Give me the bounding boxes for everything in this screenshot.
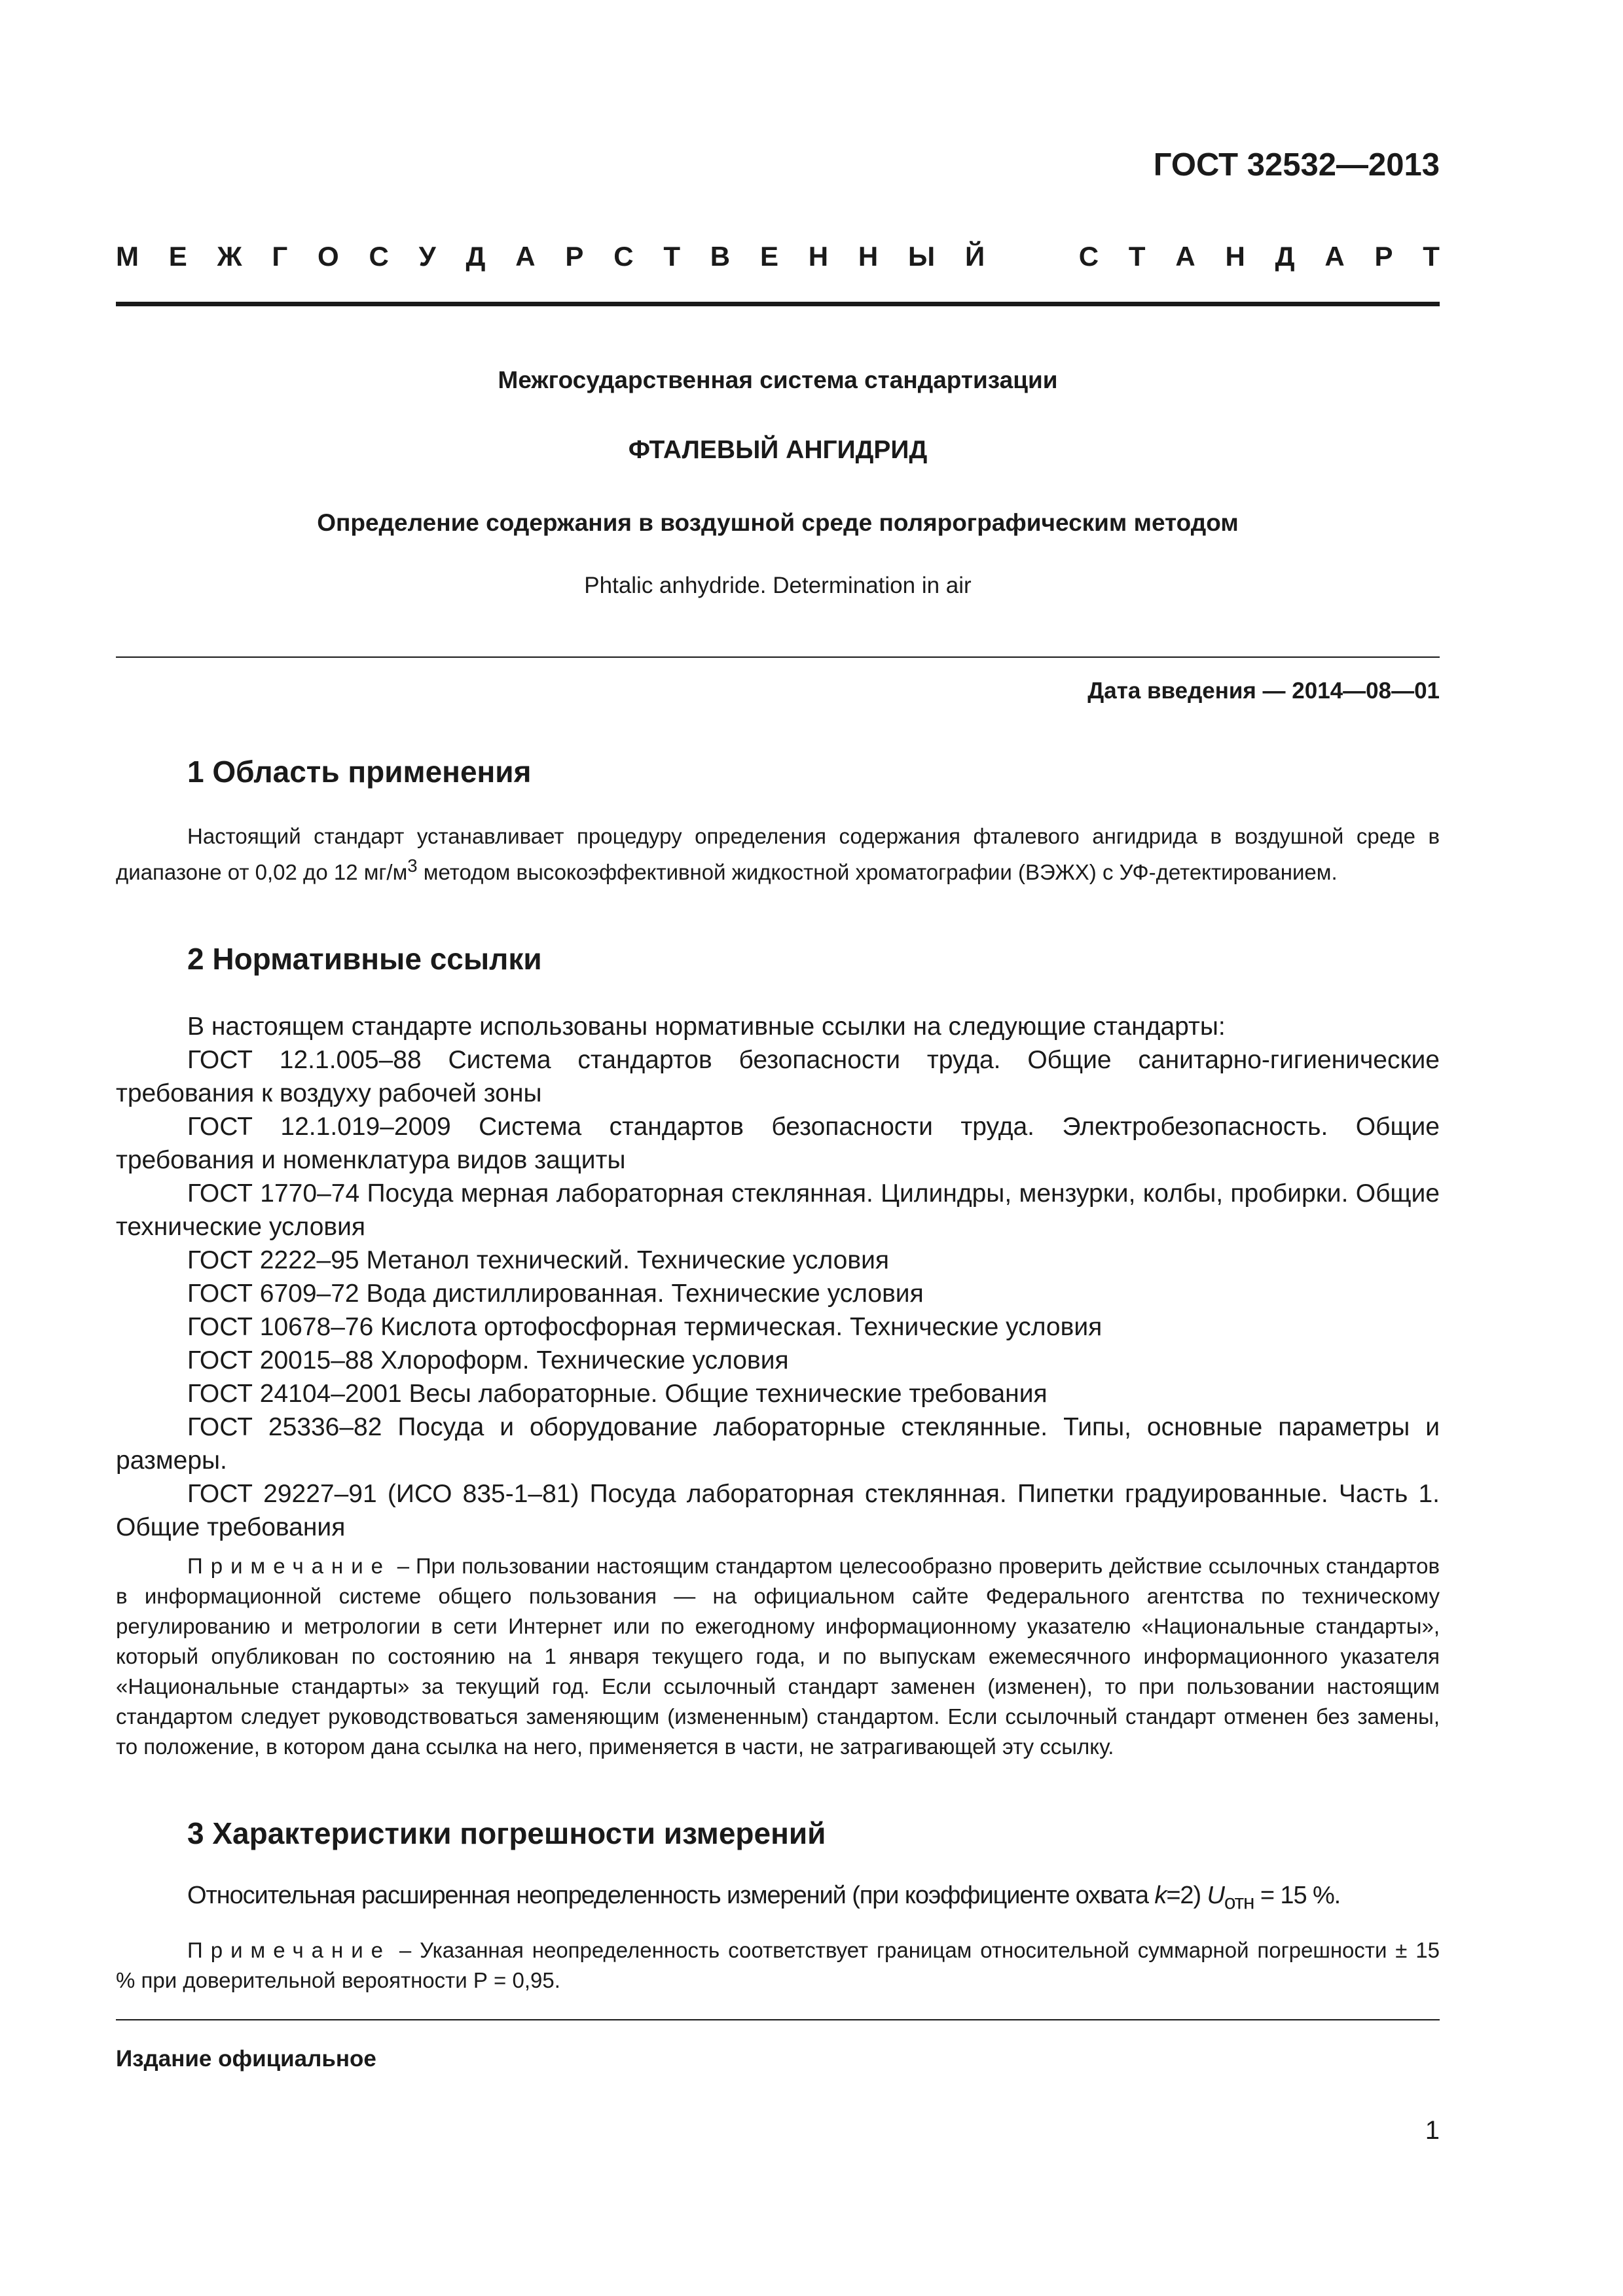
section-1-text <box>116 821 1440 887</box>
footer-rule <box>116 2019 1440 2020</box>
document-page <box>116 0 1440 2296</box>
reference-item: ГОСТ 12.1.019–2009 Система стандартов безопасности труда. Электробезопасность. Общие требования и номенклатура видов защиты <box>116 1113 1440 1174</box>
banner-letter: Д <box>465 241 486 272</box>
banner-letter: А <box>515 241 536 272</box>
banner-word-gap <box>1015 241 1049 272</box>
banner-letter: Е <box>759 241 778 272</box>
uncertainty-statement <box>116 1882 1440 1914</box>
uncertainty-text: Относительная расширенная неопределенность измерений (при коэффициенте охвата <box>187 1882 1155 1909</box>
banner-letter: В <box>710 241 731 272</box>
superscript: 3 <box>407 855 418 876</box>
reference-item: ГОСТ 29227–91 (ИСО 835-1–81) Посуда лабораторная стеклянная. Пипетки градуированные. Часть 1. Общие требования <box>116 1480 1440 1541</box>
introduction-date: Дата введения — 2014—08—01 <box>1087 678 1440 704</box>
reference-item: ГОСТ 12.1.005–88 Система стандартов безопасности труда. Общие санитарно-гигиенические требования к воздуху рабочей зоны <box>116 1046 1440 1107</box>
section-3-note <box>116 1935 1440 1996</box>
reference-item: ГОСТ 24104–2001 Весы лабораторные. Общие технические требования <box>187 1380 1048 1408</box>
banner-letter: С <box>613 241 634 272</box>
reference-item: ГОСТ 2222–95 Метанол технический. Технические условия <box>187 1246 889 1274</box>
banner-letter: М <box>116 241 139 272</box>
interstate-standard-banner <box>116 241 1440 272</box>
banner-letter: Т <box>1423 241 1440 272</box>
normative-references-list <box>116 1010 1440 1544</box>
banner-letter: Т <box>663 241 680 272</box>
uncertainty-text: =2) <box>1166 1882 1207 1909</box>
banner-letter: Ы <box>908 241 936 272</box>
page-number: 1 <box>1425 2116 1440 2145</box>
banner-letter: Р <box>1374 241 1393 272</box>
section-2-note <box>116 1551 1440 1762</box>
uncertainty-value: = 15 %. <box>1254 1882 1341 1909</box>
reference-item: ГОСТ 1770–74 Посуда мерная лабораторная стеклянная. Цилиндры, мензурки, колбы, пробирки. Общие технические условия <box>116 1179 1440 1241</box>
note-label: Примечание <box>187 1554 392 1578</box>
banner-letter: Г <box>272 241 288 272</box>
official-edition-label: Издание официальное <box>116 2046 376 2072</box>
banner-letter: Й <box>964 241 985 272</box>
banner-letter: Н <box>1225 241 1245 272</box>
banner-letter: У <box>418 241 436 272</box>
section-3-heading: 3 Характеристики погрешности измерений <box>187 1816 826 1850</box>
reference-item: ГОСТ 20015–88 Хлороформ. Технические условия <box>187 1346 789 1374</box>
coverage-factor-symbol: k <box>1154 1882 1167 1909</box>
uncertainty-symbol: U <box>1207 1882 1224 1909</box>
gost-number: ГОСТ 32532—2013 <box>1153 147 1440 183</box>
banner-letter: Ж <box>217 241 242 272</box>
banner-letter: С <box>369 241 389 272</box>
banner-letter: Р <box>565 241 584 272</box>
banner-letter: А <box>1175 241 1195 272</box>
header-rule <box>116 302 1440 306</box>
banner-letter: О <box>317 241 339 272</box>
note-label: Примечание <box>187 1938 392 1962</box>
section-2-heading: 2 Нормативные ссылки <box>187 942 542 976</box>
banner-letter: Н <box>808 241 829 272</box>
banner-letter: Е <box>168 241 187 272</box>
uncertainty-subscript: отн <box>1224 1890 1254 1914</box>
scope-text-part: методом высокоэффективной жидкостной хроматографии (ВЭЖХ) с УФ-детектированием. <box>417 860 1338 884</box>
note-text: – При пользовании настоящим стандартом целесообразно проверить действие ссылочных стандартов в информационной системе общего пользования — на официальном сайте Федерального агентства по техническому регулированию и метрологии в сети Интернет или по ежегодному информационному указателю «Национальные стандарты», который опубликован по состоянию на 1 января текущего года, и по выпускам ежемесячного информационного указателя «Национальные стандарты» за текущий год. Если ссылочный стандарт заменен (изменен), то при пользовании настоящим стандартом следует руководствоваться заменяющим (измененным) стандартом. Если ссылочный стандарт отменен без замены, то положение, в котором дана ссылка на него, применяется в части, не затрагивающей эту ссылку. <box>116 1554 1440 1759</box>
section-1-heading: 1 Область применения <box>187 755 532 789</box>
banner-letter: Т <box>1128 241 1146 272</box>
reference-item: ГОСТ 10678–76 Кислота ортофосфорная термическая. Технические условия <box>187 1313 1103 1341</box>
banner-letter: А <box>1324 241 1345 272</box>
english-title: Phtalic anhydride. Determination in air <box>584 573 972 598</box>
banner-letter: С <box>1078 241 1099 272</box>
method-title: Определение содержания в воздушной среде полярографическим методом <box>317 509 1239 536</box>
system-title: Межгосударственная система стандартизации <box>498 367 1058 393</box>
reference-item: ГОСТ 25336–82 Посуда и оборудование лабораторные стеклянные. Типы, основные параметры и размеры. <box>116 1413 1440 1475</box>
banner-letter: Н <box>858 241 879 272</box>
product-title: ФТАЛЕВЫЙ АНГИДРИД <box>628 436 928 464</box>
title-rule <box>116 656 1440 658</box>
note-text: – Указанная неопределенность соответствует границам относительной суммарной погрешности ± 15 % при доверительной вероятности Р = 0,95. <box>116 1938 1440 1992</box>
reference-intro: В настоящем стандарте использованы нормативные ссылки на следующие стандарты: <box>187 1013 1226 1041</box>
banner-letter: Д <box>1275 241 1295 272</box>
scope-text-part: Настоящий стандарт устанавливает процедуру определения содержания фталевого ангидрида в воздушной среде в диапазоне от 0,02 до 12 мг/м <box>116 824 1440 884</box>
reference-item: ГОСТ 6709–72 Вода дистиллированная. Технические условия <box>187 1280 924 1308</box>
